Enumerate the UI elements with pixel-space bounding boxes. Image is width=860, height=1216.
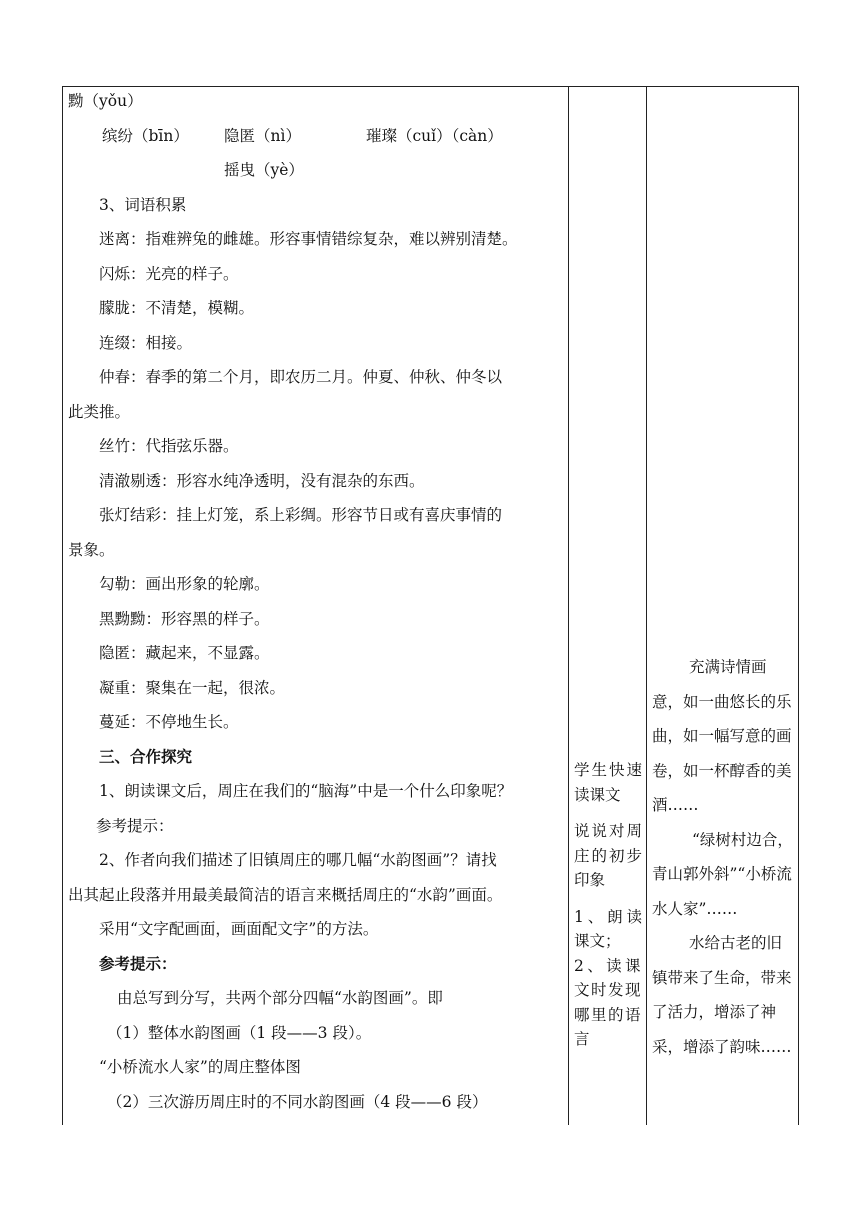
vocab-entry-continued: 景象。: [68, 540, 115, 559]
section-heading: 三、合作探究: [99, 746, 193, 766]
vocab-entry: 隐匿：藏起来，不显露。: [99, 644, 270, 662]
question: 1、朗读课文后，周庄在我们的“脑海”中是一个什么印象呢？: [99, 782, 513, 800]
table-left-border: [62, 86, 63, 1125]
answer-text: （1）整体水韵图画（1 段——3 段）。: [107, 1023, 372, 1042]
activity-text: 说说对周庄的初步印象: [574, 822, 642, 889]
pinyin-word: 隐匿（nì）: [224, 126, 301, 145]
pinyin-line: 摇曳（yè）: [224, 161, 304, 179]
question: 2、作者向我们描述了旧镇周庄的哪几幅“水韵图画”？请找: [99, 851, 497, 869]
vocab-entry: 连缀：相接。: [99, 333, 193, 352]
note-paragraph: “绿树村边合，青山郭外斜”“小桥流水人家”……: [652, 830, 793, 918]
vocab-entry: 勾勒：画出形象的轮廓。: [99, 575, 270, 593]
answer-text: 由总写到分写，共两个部分四幅“水韵图画”。即: [117, 989, 443, 1007]
activity-text: 2、读课文时发现哪里的语言: [574, 956, 643, 1048]
note-paragraph: 水给古老的旧镇带来了生命，带来了活力，增添了神采，增添了韵味……: [652, 934, 792, 1056]
method-text: 采用“文字配画面，画面配文字”的方法。: [99, 920, 379, 938]
note-paragraph: 充满诗情画意，如一曲悠长的乐曲，如一幅写意的画卷，如一杯醇香的美酒……: [652, 658, 792, 814]
question-continued: 出其起止段落并用最美最简洁的语言来概括周庄的“水韵”画面。: [68, 885, 503, 904]
hint-label: 参考提示：: [96, 816, 174, 835]
student-activity-column: [574, 758, 642, 1052]
table-divider-1: [568, 86, 569, 1125]
hint-label: 参考提示：: [99, 953, 177, 973]
pinyin-line: 黝（yǒu）: [68, 92, 143, 110]
answer-text: （2）三次游历周庄时的不同水韵图画（4 段——6 段）: [107, 1092, 488, 1111]
section-heading: 3、词语积累: [99, 195, 187, 214]
vocab-entry: 闪烁：光亮的样子。: [99, 264, 239, 283]
vocab-entry: 张灯结彩：挂上灯笼，系上彩绸。形容节日或有喜庆事情的: [99, 506, 503, 524]
pinyin-word: 璀璨（cuǐ）（càn）: [366, 126, 503, 145]
vocab-entry: 仲春：春季的第二个月，即农历二月。仲夏、仲秋、仲冬以: [99, 368, 503, 386]
vocab-entry: 蔓延：不停地生长。: [99, 713, 239, 731]
answer-text: “小桥流水人家”的周庄整体图: [99, 1058, 301, 1076]
table-divider-2: [646, 86, 647, 1125]
pinyin-word: 缤纷（bīn）: [102, 126, 189, 145]
vocab-entry: 凝重：聚集在一起，很浓。: [99, 678, 286, 697]
vocab-entry: 丝竹：代指弦乐器。: [99, 437, 239, 455]
vocab-entry: 迷离：指难辨兔的雌雄。形容事情错综复杂，难以辨别清楚。: [99, 230, 518, 248]
vocab-entry: 黑黝黝：形容黑的样子。: [99, 609, 270, 628]
design-notes-column: [652, 650, 795, 1064]
table-right-border: [798, 86, 799, 1125]
activity-text: 1、朗读课文；: [574, 907, 642, 950]
vocab-entry: 朦胧：不清楚，模糊。: [99, 299, 255, 317]
vocab-entry: 清澈剔透：形容水纯净透明，没有混杂的东西。: [99, 471, 425, 490]
pinyin-line: [68, 119, 568, 154]
activity-text: 学生快速读课文: [574, 761, 642, 804]
vocab-entry-continued: 此类推。: [68, 402, 131, 421]
lesson-content-column: [68, 84, 568, 1119]
